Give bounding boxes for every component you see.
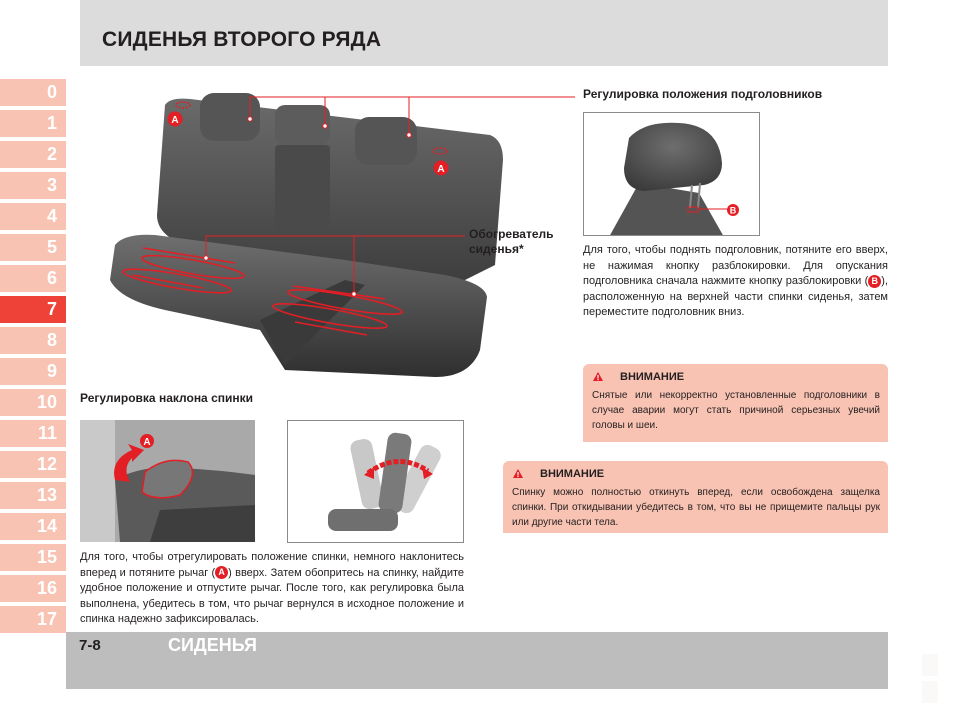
chapter-tabs	[0, 79, 66, 637]
header-band	[80, 0, 888, 66]
warning-text: Снятые или некорректно установленные подголовники в случае аварии могут стать причиной серьезных увечий головы и шеи.	[592, 390, 880, 431]
chapter-tab-5[interactable]: 5	[0, 234, 66, 261]
footer-band	[66, 632, 888, 689]
chapter-tab-11[interactable]: 11	[0, 420, 66, 447]
chapter-tab-1[interactable]: 1	[0, 110, 66, 137]
corner-marks	[922, 654, 954, 708]
headrest-figure	[583, 112, 760, 236]
recline-lever-photo	[80, 420, 255, 542]
headrest-section-title: Регулировка положения подголовников	[583, 87, 823, 101]
chapter-tab-2[interactable]: 2	[0, 141, 66, 168]
chapter-tab-15[interactable]: 15	[0, 544, 66, 571]
svg-text:B: B	[729, 205, 737, 216]
chapter-tab-4[interactable]: 4	[0, 203, 66, 230]
warning-title: ВНИМАНИЕ	[540, 468, 605, 480]
chapter-tab-14[interactable]: 14	[0, 513, 66, 540]
svg-text:A: A	[143, 437, 151, 448]
warning-title: ВНИМАНИЕ	[620, 371, 685, 383]
chapter-tab-3[interactable]: 3	[0, 172, 66, 199]
chapter-tab-9[interactable]: 9	[0, 358, 66, 385]
chapter-tab-8[interactable]: 8	[0, 327, 66, 354]
svg-text:A: A	[171, 115, 179, 126]
recline-instructions: Для того, чтобы отрегулировать положение спинки, немного наклонитесь вперед и потяните рычаг ( A ) вверх. Затем обопритесь на спинку, найдите удобное положение и отпустите рычаг. После того, как регулировка была выполнена, убедитесь в том, что рычаг вернулся в исходное положение и спинка надежно зафиксировалась.	[80, 551, 464, 625]
chapter-tab-16[interactable]: 16	[0, 575, 66, 602]
page-number: 7-8	[79, 637, 101, 654]
chapter-tab-6[interactable]: 6	[0, 265, 66, 292]
warning-text: Спинку можно полностью откинуть вперед, если освобождена защелка спинки. При откидывании убедитесь в том, что вы не прищемите пальцы рук или другие части тела.	[512, 487, 880, 528]
headrest-instructions: Для того, чтобы поднять подголовник, потяните его вверх, не нажимая кнопку разблокировки. Для опускания подголовника сначала нажмите кнопку разблокировки ( B ), расположенную на верхней части спинки сиденья, затем переместите подголовник вниз.	[583, 244, 888, 318]
headrest-drawing	[584, 113, 760, 236]
chapter-tab-17[interactable]: 17	[0, 606, 66, 633]
chapter-tab-7-active[interactable]: 7	[0, 296, 66, 323]
recline-section-title: Регулировка наклона спинки	[80, 391, 253, 405]
warning-triangle-icon	[512, 468, 524, 480]
warning-box-headrest	[583, 364, 888, 442]
heater-label: Обогреватель сиденья*	[469, 227, 554, 256]
footer-section-title: СИДЕНЬЯ	[168, 635, 257, 655]
callout-a-badge: A	[215, 566, 228, 579]
chapter-tab-13[interactable]: 13	[0, 482, 66, 509]
chapter-tab-12[interactable]: 12	[0, 451, 66, 478]
recline-angle-drawing	[288, 421, 464, 543]
callout-b-badge: B	[868, 275, 881, 288]
callout-a-left	[168, 112, 183, 127]
warning-box-backrest	[503, 461, 888, 533]
recline-diagram	[287, 420, 464, 543]
chapter-tab-0[interactable]: 0	[0, 79, 66, 106]
page-title: СИДЕНЬЯ ВТОРОГО РЯДА	[102, 28, 382, 51]
chapter-tab-10[interactable]: 10	[0, 389, 66, 416]
svg-text:A: A	[437, 164, 445, 175]
warning-triangle-icon	[592, 371, 604, 383]
recline-lever-drawing	[80, 420, 255, 542]
callout-a-right	[434, 161, 449, 176]
